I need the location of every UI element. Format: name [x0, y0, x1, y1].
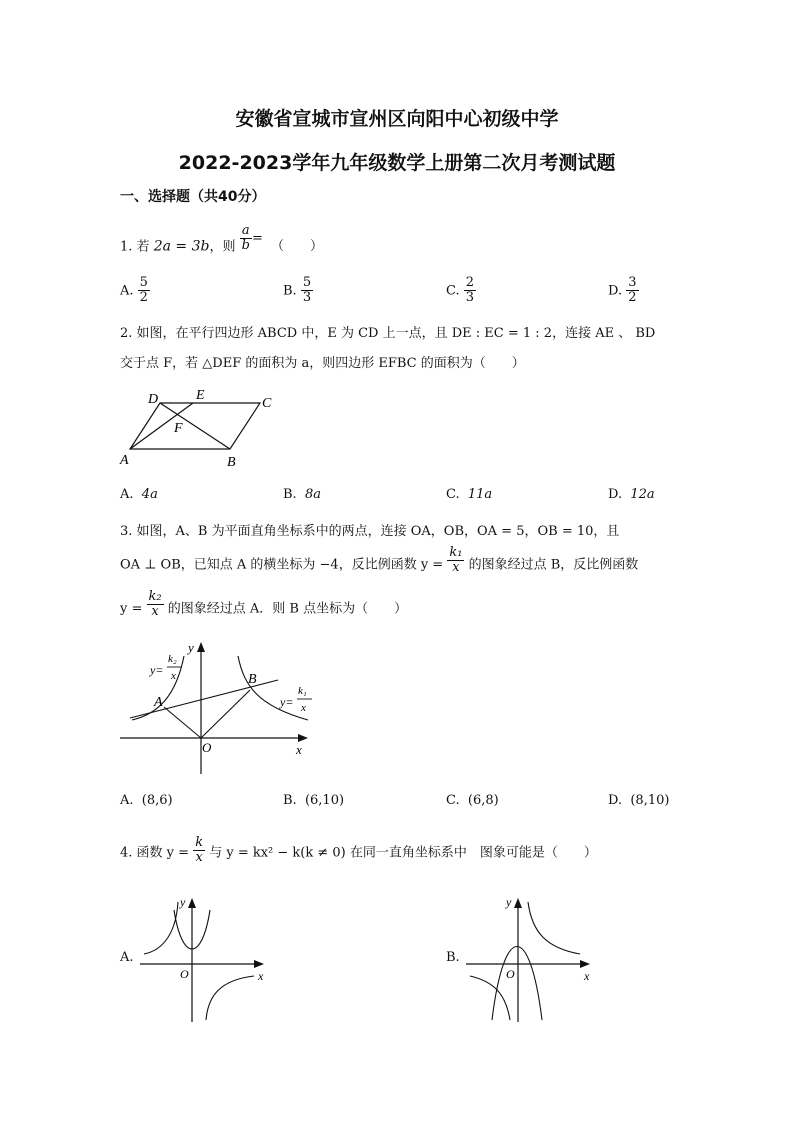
frac-num: k₁	[449, 545, 463, 560]
q4-graph-b[interactable]	[462, 892, 602, 1027]
q1-mid: ，则	[209, 239, 236, 255]
q1-equals: =	[251, 231, 263, 247]
q2-option-c[interactable]	[446, 487, 492, 502]
frac-den: 2	[628, 290, 637, 306]
option-label: A.	[120, 487, 134, 502]
origin-label: O	[202, 740, 212, 755]
q3-line3-pre: y =	[120, 601, 143, 617]
option-label: B.	[283, 283, 297, 299]
q3-fraction-k1	[447, 546, 464, 576]
origin-label: O	[180, 967, 189, 981]
option-value: (6,8)	[467, 793, 499, 808]
parallelogram-figure	[112, 386, 282, 472]
option-label: C.	[446, 793, 460, 808]
question-3-line-1: 3. 如图，A、B 为平面直角坐标系中的两点，连接 OA，OB，OA = 5，OB = 10，且	[120, 524, 620, 539]
option-value: (8,6)	[141, 793, 173, 808]
point-b-label: B	[248, 672, 257, 687]
q3-fraction-k2	[147, 590, 164, 620]
option-label: B.	[283, 487, 297, 502]
question-1	[120, 223, 324, 262]
x-axis-label: x	[584, 969, 590, 983]
label-e: E	[196, 388, 205, 403]
y-axis-label: y	[180, 895, 186, 909]
label-f: F	[174, 421, 183, 436]
q1-paren: （ ）	[271, 239, 324, 255]
q4-graph-a[interactable]	[136, 892, 276, 1027]
question-2-line-2: 交于点 F，若 △DEF 的面积为 a，则四边形 EFBC 的面积为（ ）	[120, 356, 525, 371]
option-label: A.	[120, 283, 134, 299]
q1-equation: 2a = 3b	[153, 238, 210, 255]
option-fraction	[626, 276, 638, 306]
option-label: C.	[446, 283, 460, 299]
page-subtitle: 2022-2023学年九年级数学上册第二次月考测试题	[178, 152, 616, 174]
point-a-label: A	[154, 695, 163, 710]
frac-num: k	[195, 835, 204, 850]
option-value: (6,10)	[304, 793, 345, 808]
label-c: C	[262, 396, 272, 411]
x-axis-label: x	[258, 969, 264, 983]
option-fraction	[138, 276, 150, 306]
option-label: B.	[283, 793, 297, 808]
q1-frac-den: b	[241, 238, 250, 254]
option-label: D.	[608, 283, 623, 299]
q1-frac-num: a	[240, 224, 252, 239]
q4-pre: 4. 函数 y =	[120, 845, 190, 861]
q3-option-c[interactable]	[446, 793, 499, 808]
q3-line3-post: 的图象经过点 A．则 B 点坐标为（ ）	[167, 601, 408, 617]
q3-option-b[interactable]	[283, 793, 344, 808]
coordinate-figure	[118, 638, 318, 778]
frac-den: x	[151, 604, 159, 620]
option-label: A.	[120, 793, 134, 808]
q4-option-b[interactable]	[446, 950, 460, 965]
origin-label: O	[506, 967, 515, 981]
frac-den: 3	[465, 290, 475, 306]
q2-option-d[interactable]	[608, 487, 655, 502]
question-4	[120, 835, 597, 868]
option-value: (8,10)	[630, 793, 670, 808]
option-label: D.	[608, 487, 623, 502]
frac-den: 3	[302, 290, 312, 306]
q1-option-b[interactable]	[283, 276, 313, 306]
q4-option-a[interactable]	[120, 950, 134, 965]
right-eq-pre: y=	[280, 695, 294, 709]
q1-number: 1.	[120, 239, 133, 255]
frac-num: k₂	[148, 589, 162, 604]
q1-pre: 若	[136, 239, 150, 255]
frac-den: x	[452, 560, 460, 576]
frac-den: 2	[139, 290, 148, 306]
question-3-line-3	[120, 589, 408, 624]
y-axis-label: y	[506, 895, 512, 909]
q3-option-a[interactable]	[120, 793, 173, 808]
q3-line2-post: 的图象经过点 B，反比例函数	[468, 557, 639, 573]
label-d: D	[148, 392, 159, 407]
frac-num: 3	[628, 275, 637, 290]
q2-option-a[interactable]	[120, 487, 158, 502]
q4-post: 与 y = kx² − k(k ≠ 0) 在同一直角坐标系中 图象可能是（ ）	[209, 845, 597, 861]
frac-num: 2	[465, 275, 475, 290]
option-value: 12a	[630, 487, 655, 502]
q1-fraction	[240, 224, 252, 254]
left-eq-num: k₂	[168, 653, 177, 665]
question-3-line-2	[120, 545, 639, 580]
q1-option-a[interactable]	[120, 276, 150, 306]
frac-den: x	[195, 850, 203, 866]
q1-option-c[interactable]	[446, 276, 476, 306]
right-eq-den: x	[301, 702, 306, 714]
q3-line2-pre: OA ⊥ OB，已知点 A 的横坐标为 −4，反比例函数 y =	[120, 557, 444, 573]
label-a: A	[120, 453, 129, 468]
y-axis-label: y	[188, 640, 194, 655]
x-axis-label: x	[296, 742, 302, 757]
option-fraction	[301, 276, 313, 306]
option-value: 11a	[467, 487, 493, 502]
option-fraction	[464, 276, 476, 306]
page-title: 安徽省宣城市宣州区向阳中心初级中学	[235, 108, 559, 130]
question-2-line-1: 2. 如图，在平行四边形 ABCD 中，E 为 CD 上一点，且 DE : EC = 1 : 2，连接 AE 、 BD	[120, 326, 656, 341]
option-label: A.	[120, 950, 134, 965]
option-label: B.	[446, 950, 460, 965]
right-eq-num: k₁	[298, 685, 307, 697]
option-label: D.	[608, 793, 623, 808]
frac-num: 5	[302, 275, 312, 290]
section-heading: 一、选择题（共40分）	[120, 189, 266, 205]
q2-option-b[interactable]	[283, 487, 321, 502]
left-eq-pre: y=	[150, 663, 164, 677]
label-b: B	[227, 455, 236, 470]
frac-num: 5	[139, 275, 148, 290]
left-eq-den: x	[171, 670, 176, 682]
option-label: C.	[446, 487, 460, 502]
option-value: 4a	[141, 487, 158, 502]
q3-option-d[interactable]	[608, 793, 669, 808]
option-value: 8a	[304, 487, 321, 502]
q1-option-d[interactable]	[608, 276, 639, 306]
q4-fraction	[193, 836, 205, 866]
